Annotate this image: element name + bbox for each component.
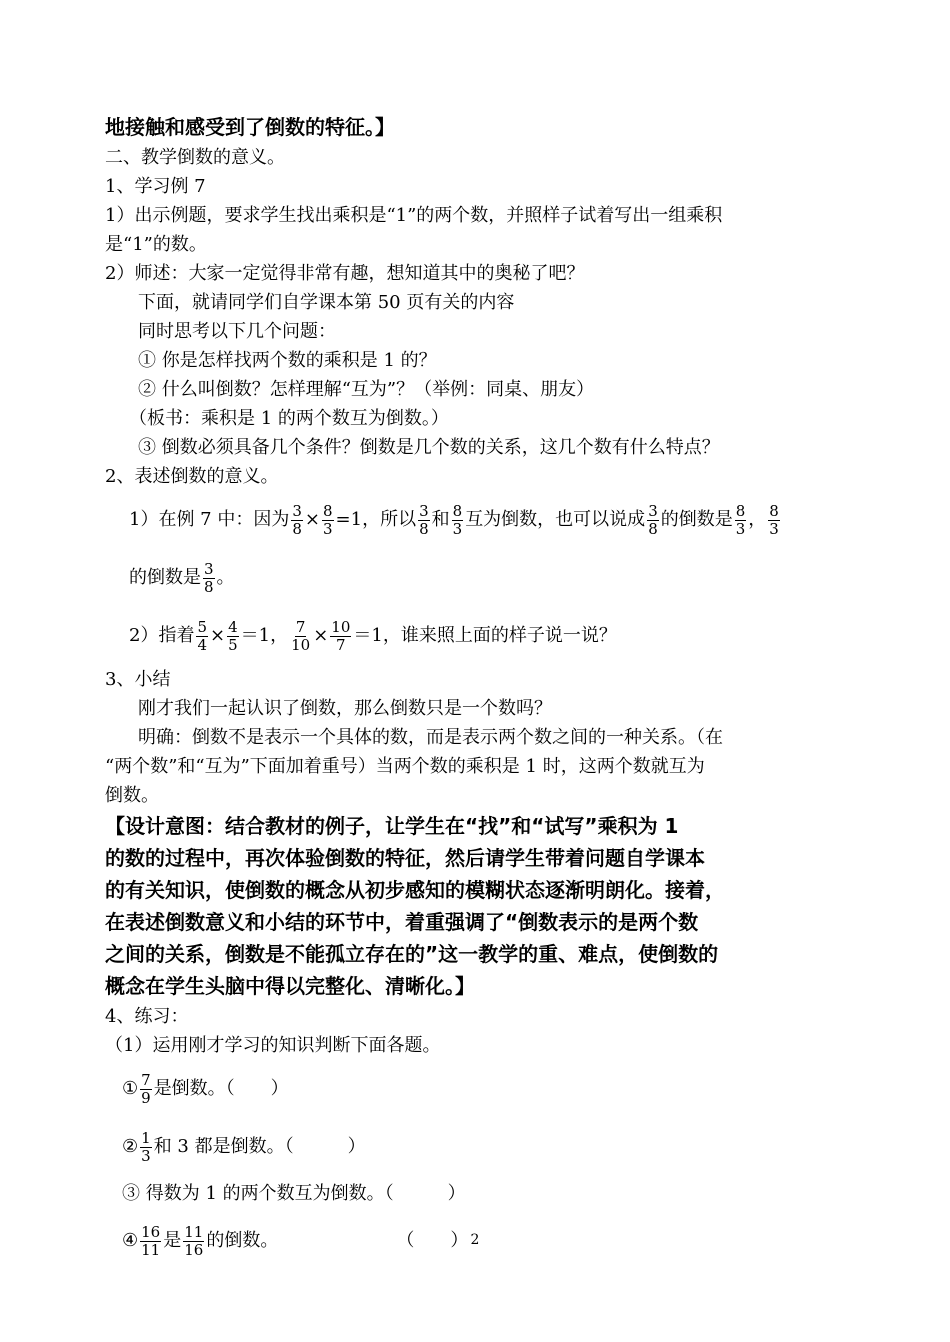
fraction	[330, 619, 351, 654]
subsection-heading: 2、表述倒数的意义。	[105, 466, 279, 487]
fraction	[203, 561, 215, 596]
denominator: 8	[292, 519, 302, 538]
answer-blank: （ ）	[396, 1230, 469, 1251]
denominator: 4	[197, 635, 207, 654]
numerator: 11	[184, 1222, 204, 1241]
exercise-item	[105, 1060, 875, 1118]
text-line: 是“1”的数。	[105, 234, 207, 255]
text-span: 是	[163, 1230, 182, 1251]
fraction	[735, 503, 747, 538]
numerator: 4	[228, 617, 238, 636]
numerator: 8	[769, 501, 779, 520]
times-sign: ×	[210, 625, 226, 646]
numerator: 3	[419, 501, 429, 520]
section-heading: 二、教学倒数的意义。	[105, 147, 285, 168]
numerator: 8	[323, 501, 333, 520]
denominator: 3	[769, 519, 779, 538]
numerator: 3	[204, 559, 214, 578]
subsection-heading: 1、学习例 7	[105, 176, 206, 197]
numerator: 16	[141, 1222, 161, 1241]
fraction	[418, 503, 430, 538]
times-sign: ×	[304, 509, 320, 530]
text-line: 同时思考以下几个问题：	[138, 321, 336, 342]
numerator: 8	[735, 501, 746, 520]
fraction-line	[105, 549, 875, 607]
fraction	[140, 1130, 152, 1165]
text-span: ＝1，	[240, 625, 289, 646]
design-intent-line: 在表述倒数意义和小结的环节中，着重强调了“倒数表示的是两个数	[105, 910, 699, 934]
design-intent-line: 概念在学生头脑中得以完整化、清晰化。】	[105, 974, 475, 998]
denominator: 11	[141, 1240, 161, 1259]
numerator: 10	[331, 617, 351, 636]
text-span: ②	[122, 1136, 139, 1157]
text-line: 刚才我们一起认识了倒数，那么倒数只是一个数吗？	[138, 698, 552, 719]
text-line: 下面，就请同学们自学课本第 50 页有关的内容	[138, 292, 515, 313]
denominator: 9	[141, 1088, 151, 1107]
text-line: 明确：倒数不是表示一个具体的数，而是表示两个数之间的一种关系。（在	[138, 727, 723, 748]
design-intent-line: 的有关知识，使倒数的概念从初步感知的模糊状态逐渐明朗化。接着，	[105, 878, 725, 902]
text-line: 倒数。	[105, 785, 159, 806]
exercise-item	[105, 1118, 875, 1176]
text-span: 是倒数。（ ）	[153, 1078, 289, 1099]
denominator: 7	[336, 635, 346, 654]
text-span: 的倒数是	[129, 567, 201, 588]
text-span: ，	[748, 509, 767, 530]
text-span: ＝1，谁来照上面的样子说一说？	[353, 625, 617, 646]
question-item: ① 你是怎样找两个数的乘积是 1 的？	[138, 350, 437, 371]
text-span: 互为倒数，也可以说成	[465, 509, 646, 530]
denominator: 8	[204, 577, 214, 596]
question-item: ② 什么叫倒数？怎样理解“互为”？（举例：同桌、朋友）	[138, 379, 595, 400]
numerator: 7	[295, 617, 306, 636]
denominator: 3	[735, 519, 746, 538]
exercise-item: ③ 得数为 1 的两个数互为倒数。（ ）	[122, 1183, 466, 1204]
denominator: 8	[648, 519, 658, 538]
fraction	[290, 619, 311, 654]
fraction	[322, 503, 334, 538]
text-line: 地接触和感受到了倒数的特征。】	[105, 115, 395, 139]
fraction	[196, 619, 208, 654]
text-line: 2）师述：大家一定觉得非常有趣，想知道其中的奥秘了吧？	[105, 263, 585, 284]
text-span: ④	[122, 1230, 139, 1251]
fraction	[452, 503, 464, 538]
fraction	[647, 503, 659, 538]
denominator: 8	[419, 519, 429, 538]
times-sign: ×	[313, 625, 329, 646]
design-intent-line: 【设计意图：结合教材的例子，让学生在“找”和“试写”乘积为 1	[105, 814, 679, 838]
design-intent-line: 的数的过程中，再次体验倒数的特征，然后请学生带着问题自学课本	[105, 846, 705, 870]
blackboard-note: （板书：乘积是 1 的两个数互为倒数。）	[129, 408, 449, 429]
text-span: 。	[216, 567, 235, 588]
text-span: 2）指着	[129, 625, 195, 646]
page-content	[105, 111, 875, 1270]
denominator: 5	[228, 635, 238, 654]
fraction	[227, 619, 239, 654]
text-line: （1）运用刚才学习的知识判断下面各题。	[105, 1035, 441, 1056]
numerator: 8	[452, 501, 463, 520]
numerator: 3	[648, 501, 658, 520]
denominator: 3	[452, 519, 463, 538]
numerator: 5	[197, 617, 207, 636]
text-span: ①	[122, 1078, 139, 1099]
numerator: 1	[141, 1128, 151, 1147]
text-span: =1，所以	[335, 509, 417, 530]
fraction	[140, 1072, 152, 1107]
fraction	[768, 503, 780, 538]
question-item: ③ 倒数必须具备几个条件？倒数是几个数的关系，这几个数有什么特点？	[138, 437, 720, 458]
page-number: 2	[470, 1232, 480, 1248]
text-line: 1）出示例题，要求学生找出乘积是“1”的两个数，并照样子试着写出一组乘积	[105, 205, 723, 226]
text-span: 和 3 都是倒数。（ ）	[153, 1136, 366, 1157]
numerator: 7	[141, 1070, 151, 1089]
denominator: 10	[291, 635, 311, 654]
fraction-line	[105, 491, 875, 549]
subsection-heading: 4、练习：	[105, 1006, 189, 1027]
numerator: 3	[292, 501, 302, 520]
text-span: 的倒数是	[660, 509, 733, 530]
text-span: 1）在例 7 中：因为	[129, 509, 290, 530]
fraction	[291, 503, 303, 538]
text-line: “两个数”和“互为”下面加着重号）当两个数的乘积是 1 时，这两个数就互为	[105, 756, 705, 777]
denominator: 3	[141, 1146, 151, 1165]
subsection-heading: 3、小结	[105, 669, 171, 690]
fraction-line	[105, 607, 875, 665]
denominator: 3	[323, 519, 333, 538]
denominator: 16	[184, 1240, 204, 1259]
text-span: 和	[431, 509, 450, 530]
text-span: 的倒数。	[206, 1230, 279, 1251]
design-intent-line: 之间的关系，倒数是不能孤立存在的”这一教学的重、难点，使倒数的	[105, 942, 719, 966]
